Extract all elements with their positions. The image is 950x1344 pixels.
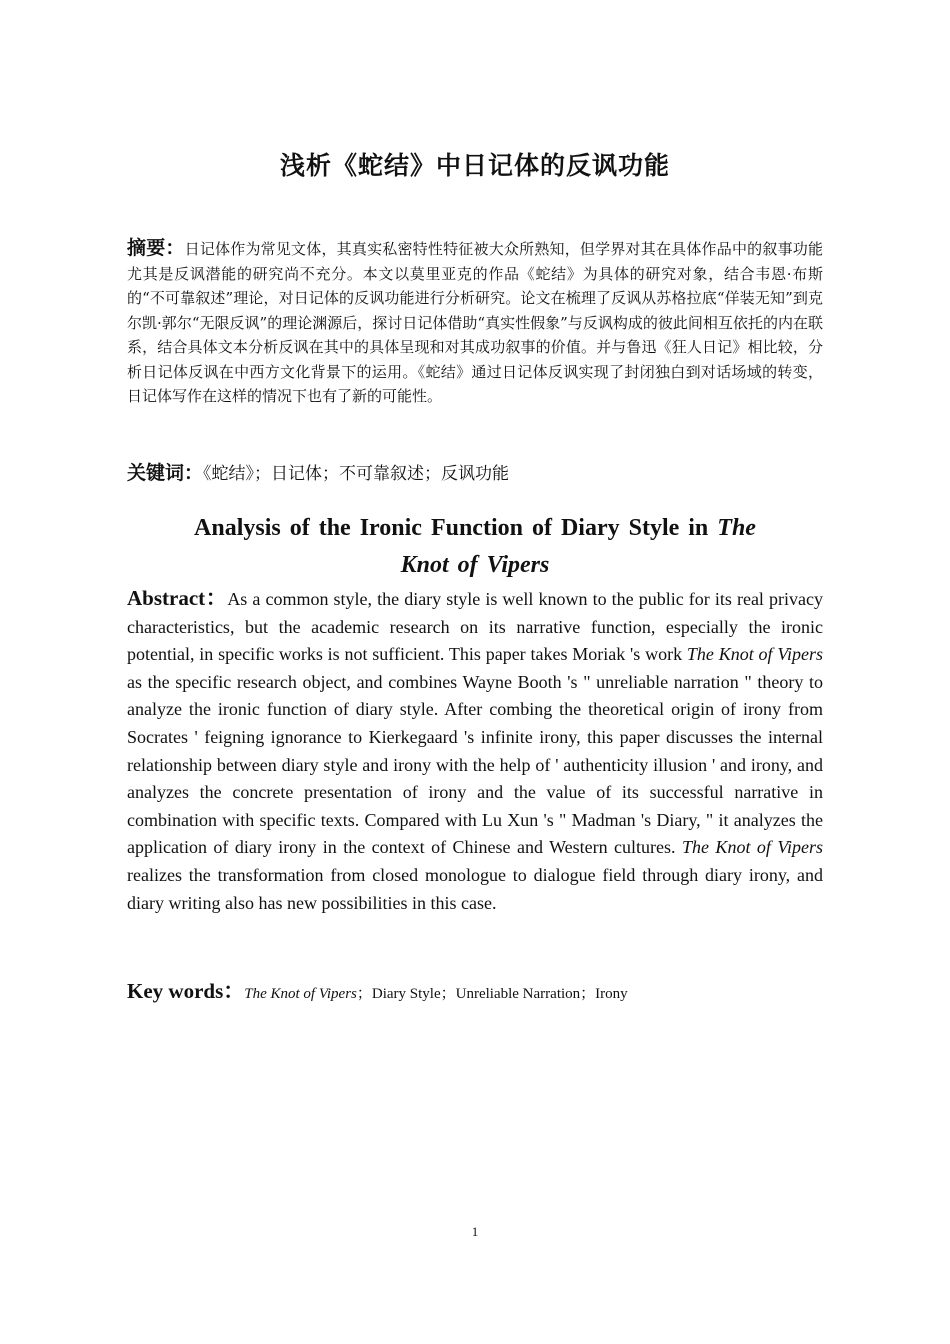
- english-keywords: [127, 976, 823, 1009]
- chinese-title: 浅析《蛇结》中日记体的反讽功能: [279, 151, 670, 180]
- english-keywords-text: ；Diary Style；Unreliable Narration；Irony: [356, 986, 628, 1002]
- english-abstract-text-3: realizes the transformation from closed monologue to dialogue field through diary irony, and diary writing also has new possibilities in this case.: [127, 864, 823, 913]
- english-abstract: [127, 585, 823, 917]
- english-keywords-label: Key words：: [127, 979, 245, 1003]
- english-abstract-book-2: The Knot of Vipers: [681, 837, 824, 858]
- page-number: 1: [471, 1224, 479, 1239]
- chinese-keywords: [127, 460, 823, 487]
- english-abstract-text-1: As a common style, the diary style is well known to the public for its real privacy characteristics, but the academic research on its narrative function, especially the ironic potential, in specific works is not sufficient. This paper takes Moriak 's work: [127, 589, 823, 665]
- english-abstract-text-2: as the specific research object, and combines Wayne Booth 's " unreliable narration " theory to analyze the ironic function of diary style. After combing the theoretical origin of irony from Socrates ' feigning ignorance to Kierkegaard 's infinite irony, this paper discusses the internal relationship between diary style and irony with the help of ' authenticity illusion ' and irony, and analyzes the concrete presentation of irony and the value of its successful narrative in combination with specific texts. Compared with Lu Xun 's " Madman 's Diary, " it analyzes the application of diary irony in the context of Chinese and Western cultures.: [127, 671, 823, 858]
- english-title-text: Analysis of the Ironic Function of Diary Style in: [194, 515, 718, 541]
- chinese-keywords-text: 《蛇结》；日记体；不可靠叙述；反讽功能: [203, 464, 510, 484]
- english-abstract-book-1: The Knot of Vipers: [686, 644, 823, 665]
- chinese-abstract-label: 摘要：: [127, 237, 185, 259]
- chinese-abstract-text: 日记体作为常见文体，其真实私密特性特征被大众所熟知，但学界对其在具体作品中的叙事功能尤其是反讽潜能的研究尚不充分。本文以莫里亚克的作品《蛇结》为具体的研究对象，结合韦恩·布斯的“不可靠叙述”理论，对日记体的反讽功能进行分析研究。论文在梳理了反讽从苏格拉底“佯装无知”到克尔凯·郭尔“无限反讽”的理论渊源后，探讨日记体借助“真实性假象”与反讽构成的彼此间相互依托的内在联系，结合具体文本分析反讽在其中的具体呈现和对其成功叙事的价值。并与鲁迅《狂人日记》相比较，分析日记体反讽在中西方文化背景下的运用。《蛇结》通过日记体反讽实现了封闭独白到对话场域的转变，日记体写作在这样的情况下也有了新的可能性。: [127, 240, 823, 405]
- english-title-book: The Knot of Vipers: [400, 515, 756, 578]
- chinese-keywords-label: 关键词：: [127, 462, 204, 484]
- english-keywords-book: The Knot of Vipers: [244, 986, 357, 1002]
- english-title: [170, 510, 780, 584]
- chinese-abstract: [127, 236, 823, 409]
- english-abstract-label: Abstract：: [127, 586, 228, 610]
